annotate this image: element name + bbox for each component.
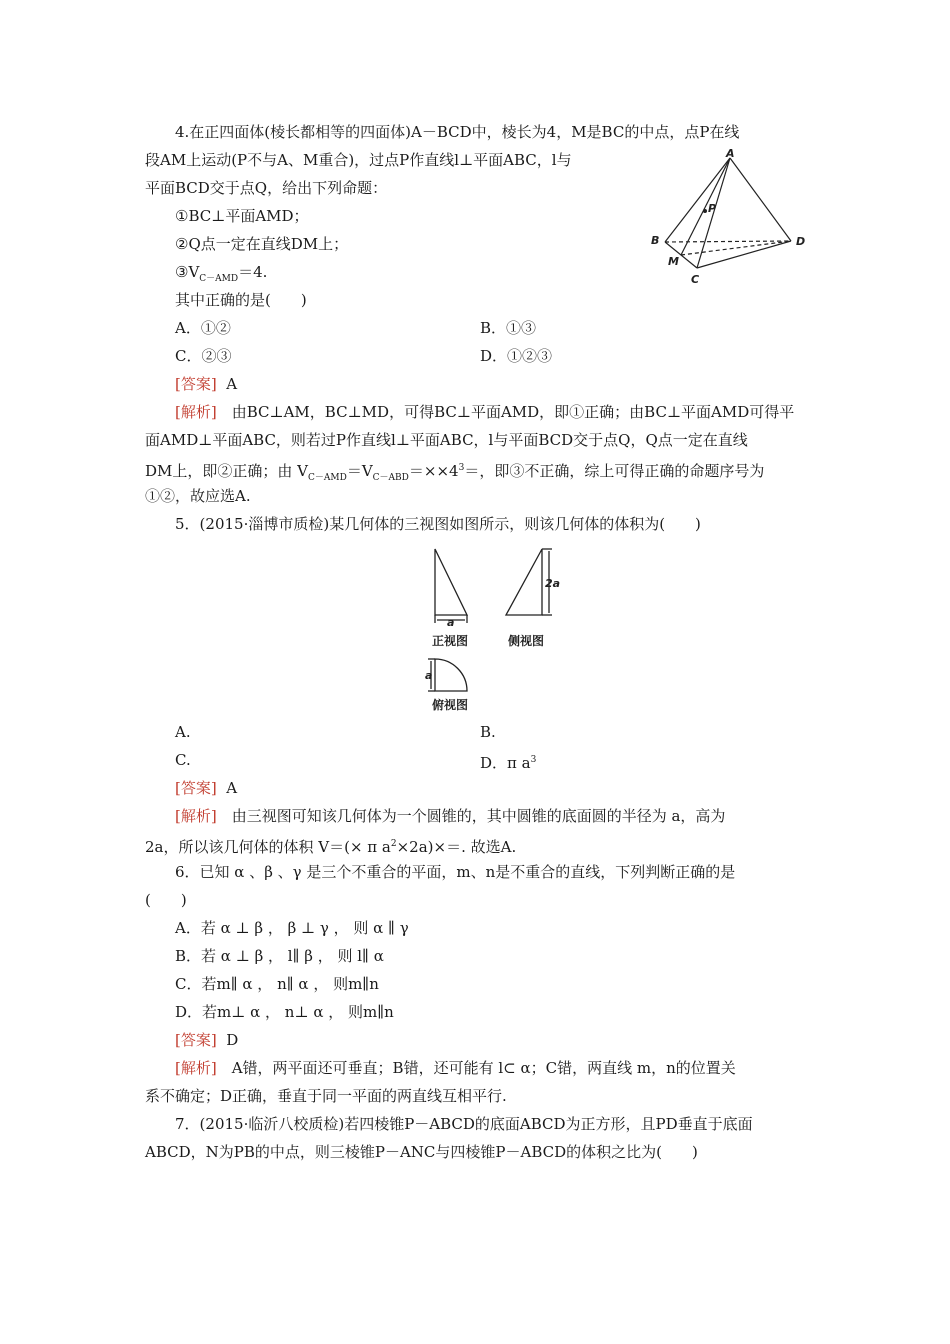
edge-ad	[730, 158, 791, 241]
q5-stem: 5．(2015·淄博市质检)某几何体的三视图如图所示，则该几何体的体积为( )	[175, 515, 701, 533]
q6-answer: [答案] D	[175, 1031, 239, 1049]
q7-line2: ABCD，N为PB的中点，则三棱锥P－ANC与四棱锥P－ABCD的体积之比为( )	[145, 1143, 698, 1161]
q4-analysis-4: ①②，故应选A.	[145, 487, 251, 505]
q4-answer: [答案] A	[175, 375, 238, 393]
label-a-front: a	[447, 616, 455, 629]
top-view-quarter-circle	[435, 659, 467, 691]
q4-option-d: D．①②③	[480, 347, 553, 365]
q4-analysis-2: 面AMD⊥平面ABC，则若过P作直线l⊥平面ABC，l与平面BCD交于点Q，Q点一定在直线	[145, 431, 748, 449]
edge-bd-hidden	[665, 241, 791, 242]
q4-line1: 4.在正四面体(棱长都相等的四面体)A－BCD中，棱长为4，M是BC的中点，点P在线	[175, 123, 740, 141]
q4-option-a: A．①②	[175, 319, 231, 337]
q6-option-a: A．若 α ⊥ β ， β ⊥ γ ， 则 α ∥ γ	[175, 919, 409, 937]
label-m: M	[668, 255, 679, 268]
side-view-label: 侧视图	[508, 634, 545, 648]
q5-answer: [答案] A	[175, 779, 238, 797]
label-2a-side: 2a	[545, 577, 560, 590]
q4-option-c: C．②③	[175, 347, 232, 365]
q6-analysis-2: 系不确定；D正确，垂直于同一平面的两直线互相平行.	[145, 1087, 507, 1105]
label-p: P	[708, 202, 717, 215]
segment-md-hidden	[681, 241, 791, 255]
q4-statement-1: ①BC⊥平面AMD；	[175, 207, 309, 225]
side-view-triangle	[506, 549, 542, 615]
q6-analysis-1: [解析] A错，两平面还可垂直；B错，还可能有 l⊂ α；C错，两直线 m，n的位置关	[175, 1059, 736, 1077]
q6-line2: ( )	[145, 891, 187, 909]
q6-option-d: D．若m⊥ α ， n⊥ α ， 则m∥n	[175, 1003, 394, 1021]
q5-option-b: B.	[480, 723, 496, 741]
label-b: B	[651, 234, 660, 247]
top-view-label: 俯视图	[432, 698, 469, 712]
q5-option-c: C.	[175, 751, 191, 769]
q5-analysis-1: [解析] 由三视图可知该几何体为一个圆锥的，其中圆锥的底面圆的半径为 a，高为	[175, 807, 726, 825]
q4-line2: 段AM上运动(P不与A、M重合)，过点P作直线l⊥平面ABC，l与	[145, 151, 572, 169]
q5-option-d: D．π $a^3$	[480, 754, 537, 772]
point-p	[703, 209, 707, 213]
front-view-triangle	[435, 549, 467, 615]
label-a: A	[726, 147, 735, 160]
q6-line1: 6．已知 α 、β 、γ 是三个不重合的平面，m、n是不重合的直线，下列判断正确的是	[175, 863, 736, 881]
edge-cd	[697, 241, 791, 268]
q5-option-a: A.	[175, 723, 191, 741]
q7-line1: 7．(2015·临沂八校质检)若四棱锥P－ABCD的底面ABCD为正方形，且PD垂直于底面	[175, 1115, 753, 1133]
q6-option-c: C．若m∥ α ， n∥ α ， 则m∥n	[175, 975, 379, 993]
q4-statement-3: $③V_{C-AMD}=4$.	[175, 263, 268, 284]
q4-option-b: B．①③	[480, 319, 537, 337]
tetrahedron-figure	[645, 146, 815, 290]
label-c: C	[691, 273, 700, 286]
q4-ask: 其中正确的是( )	[175, 291, 307, 309]
edge-ab	[665, 158, 730, 242]
three-view-figure	[410, 543, 560, 713]
q4-line3: 平面BCD交于点Q，给出下列命题：	[145, 179, 388, 197]
q4-analysis-1: [解析] 由BC⊥AM，BC⊥MD，可得BC⊥平面AMD，即①正确；由BC⊥平面AMD可得平	[175, 403, 795, 421]
q5-analysis-2: 2a，所以该几何体的体积 V＝(× π $a^2\times 2a)\times=$. 故选A.	[145, 838, 517, 856]
q4-analysis-3: DM上，即②正确；由 $V_{C-AMD}=V_{C-ABD}=\times\times 4^3=$，即③不正确，综上可得正确的命题序号为	[145, 462, 765, 483]
q6-option-b: B．若 α ⊥ β ， l∥ β ， 则 l∥ α	[175, 947, 384, 965]
label-d: D	[796, 235, 806, 248]
q4-statement-2: ②Q点一定在直线DM上；	[175, 235, 349, 253]
front-view-label: 正视图	[432, 634, 469, 648]
label-a-top: a	[425, 669, 433, 682]
